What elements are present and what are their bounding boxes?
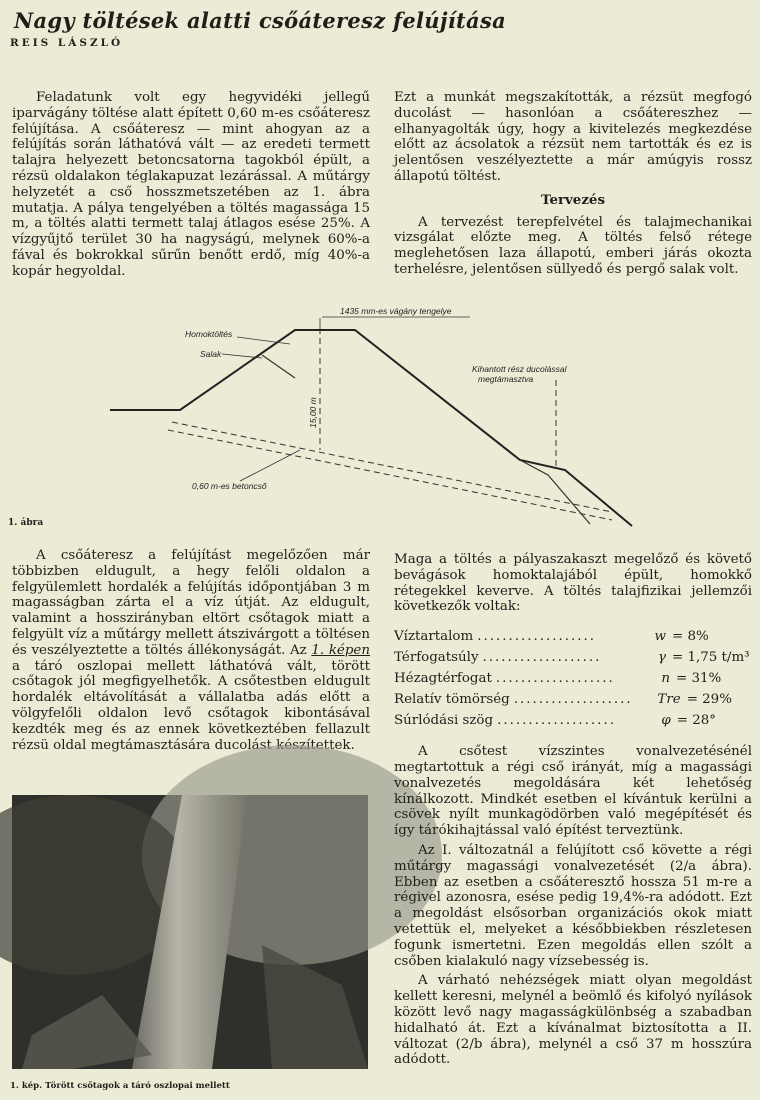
- support-label: [472, 364, 569, 384]
- track-axis-label: 1435 mm-es vágány tengelye: [340, 306, 452, 316]
- photo-broken-pipes: [12, 795, 368, 1069]
- property-row: [394, 671, 752, 692]
- photo-caption: 1. kép. Törött csőtagok a táró oszlopai mellett: [10, 1081, 230, 1091]
- property-symbol: γ: [657, 650, 666, 666]
- height-label: 15,00 m: [308, 397, 318, 428]
- sand-fill-label: Homoktöltés: [185, 329, 233, 339]
- right-column-bottom: [394, 552, 752, 1068]
- property-leader-dots: ...................: [513, 692, 633, 708]
- property-row: [394, 713, 752, 734]
- property-value: = 28°: [676, 713, 716, 729]
- property-label: Hézagtérfogat: [394, 671, 492, 687]
- property-leader-dots: ...................: [482, 650, 602, 666]
- property-symbol: Tre: [657, 692, 681, 708]
- pipe-label-leader: [240, 450, 300, 481]
- property-leader-dots: ...................: [477, 629, 597, 645]
- slag-layer-line: [262, 355, 295, 378]
- property-leader-dots: ...................: [497, 713, 616, 729]
- right-column-top: [394, 90, 752, 278]
- property-symbol: n: [661, 671, 671, 687]
- intro-paragraph: Feladatunk volt egy hegyvidéki jellegű iparvágány töltése alatt épített 0,60 m-es csőáteresz felújítása. A csőáteresz — mint ahogyan az a felújítás során láthatóvá vált — az eredeti termett talajra helyezett betoncsatorna tagokból épült, a rézsü oldalakon téglakapuzat lezárással. A műtárgy helyzetét a cső hosszmetszetében az 1. ábra mutatja. A pálya tengelyében a töltés magassága 15 m, a töltés alatti termett talaj átlagos esése 25%. A vízgyűjtő terület 30 ha nagyságú, melynek 60%-a fával és bokrokkal sűrűn benőtt erdő, míg 40%-a kopár hegyoldal.: [12, 90, 370, 279]
- property-row: [394, 692, 752, 713]
- figure-1-cross-section: [0, 300, 760, 540]
- property-value: = 31%: [676, 671, 722, 687]
- pipe-top-line: [172, 422, 612, 512]
- section-heading-tervezes: Tervezés: [541, 191, 605, 208]
- left-column-bottom: [12, 548, 370, 753]
- author-name: REIS LÁSZLÓ: [10, 37, 124, 49]
- property-label: Súrlódási szög: [394, 713, 494, 729]
- property-value: = 1,75 t/m³: [672, 650, 750, 666]
- photo-reference: 1. képen: [311, 642, 370, 658]
- property-label: Relatív tömörség: [394, 692, 510, 708]
- tervezes-paragraph: A tervezést terepfelvétel és talajmechanikai vizsgálat előzte meg. A töltés felső rétege meglehetősen laza állapotú, emberi járás okozta terhelésre, jelentősen süllyedő és pergő salak volt.: [394, 214, 752, 277]
- soil-intro-paragraph: Maga a töltés a pályaszakaszt megelőző és követő bevágások homoktalajából épült, homokkő rétegekkel keverve. A töltés talajfizikai jellemzői következők voltak:: [394, 552, 752, 615]
- figure-1-caption: 1. ábra: [8, 518, 44, 528]
- property-symbol: w: [654, 629, 666, 645]
- col1b-text-before: A csőáteresz a felújítást megelőzően már többizben eldugult, a hegy felőli oldalon a felgyülemlett hordalék a felújítás időpontjában 3 m magasságban zárta el a víz útját. Az eldugult, valamint a hosszirányban eltört csőtagok miatt a felgyült víz a műtárgy mellett átszivárgott a töltésen és veszélyeztette a töltés állékonyságát. Az: [12, 548, 370, 658]
- property-label: Térfogatsúly: [394, 650, 479, 666]
- pipe-bottom-line: [168, 430, 612, 520]
- property-row: [394, 650, 752, 671]
- support-label-line: Kihantott rész ducolással: [472, 364, 567, 374]
- photo-illustration: [12, 795, 368, 1069]
- col1b-text-after: a táró oszlopai mellett láthatóvá vált, törött csőtagok jól megfigyelhetők. A csőtestben eldugult hordalék eltávolítását a vállalatba adás előtt a völgyfelőli oldalon levő csőtagok kibontásával kezdték meg és az ennek következtében fellazult rézsü oldal megtámasztására ducolást készítettek.: [12, 658, 370, 753]
- continuation-paragraph: Ezt a munkát megszakították, a rézsüt megfogó ducolást — hasonlóan a csőátereszhez — elhanyagolták úgy, hogy a kivitelezés megkezdése előtt az ácsolatok a rézsüt nem tartották és ez is jelentősen veszélyeztette a már amúgyis rossz állapotú töltést.: [394, 90, 752, 184]
- variant-2-paragraph: A várható nehézségek miatt olyan megoldást kellett keresni, melynél a beömlő és kifolyó nyílások között levő nagy magasságkülönbség a szabadban hidalható át. Ezt a kívánalmat biztosította a II. változat (2/b ábra), melynél a cső 37 m hosszúra adódott.: [394, 973, 752, 1068]
- support-wedge: [520, 460, 590, 524]
- pipe-label: 0,60 m-es betoncső: [192, 481, 267, 491]
- property-value: = 8%: [672, 629, 709, 645]
- property-symbol: φ: [661, 713, 671, 729]
- soil-properties-list: [394, 629, 752, 734]
- page-title: Nagy töltések alatti csőáteresz felújítása: [14, 8, 506, 33]
- alignment-paragraph: A csőtest vízszintes vonalvezetésénél megtartottuk a régi cső irányát, míg a magassági vonalvezetés megoldására két lehetőség kínálkozott. Mindkét esetben el kívántuk kerülni a csövek nyílt munkagödörben való megépítését és így tárókihajtással való építést terveztünk.: [394, 744, 752, 839]
- property-row: [394, 629, 752, 650]
- property-value: = 29%: [686, 692, 732, 708]
- variant-1-paragraph: Az I. változatnál a felújított cső követte a régi műtárgy magassági vonalvezetését (2/a ábra). Ebben az esetben a csőáteresztő hossza 51 m-re a régivel azonosra, esése pedig 19,4%-ra adódott. Ezt a megoldást elsősorban organizációs okok miatt vetettük el, melyeket a későbbiekben részletesen fogunk ismertetni. Ezen megoldás ellen szólt a csőben kialakuló nagy vízsebesség is.: [394, 842, 752, 969]
- left-column-top: [12, 90, 370, 280]
- embankment-outline: [110, 330, 632, 526]
- support-label-line: megtámasztva: [478, 374, 534, 384]
- property-label: Víztartalom: [394, 629, 474, 645]
- col1b-paragraph: [12, 548, 370, 753]
- slag-label: Salak: [200, 349, 222, 359]
- property-leader-dots: ...................: [495, 671, 615, 687]
